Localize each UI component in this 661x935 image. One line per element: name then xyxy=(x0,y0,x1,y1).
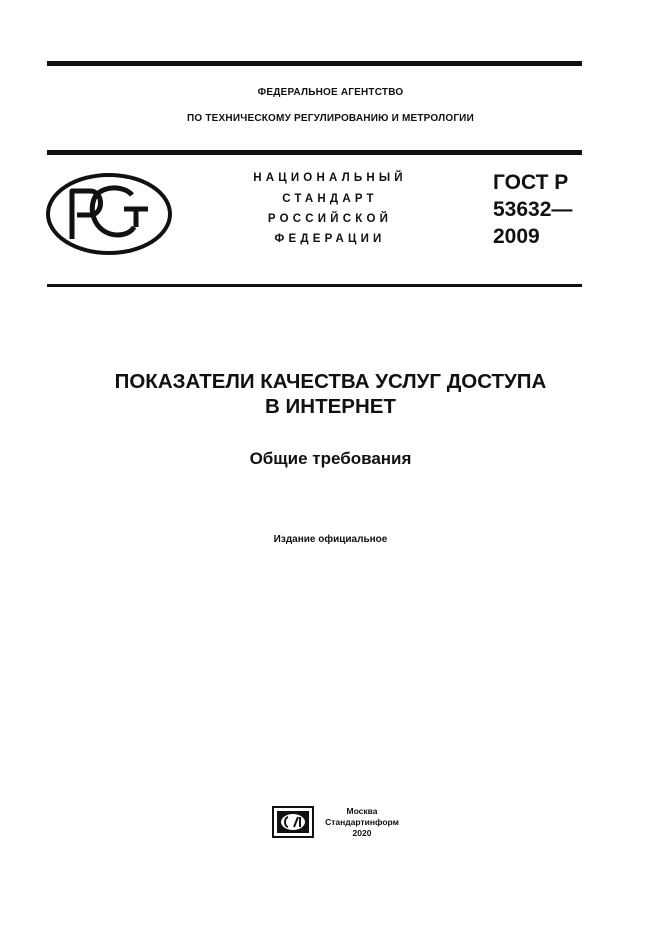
designation-line-1: ГОСТ Р xyxy=(493,171,569,194)
rst-certification-mark-icon xyxy=(44,171,174,257)
publisher-year: 2020 xyxy=(352,828,372,838)
standard-type-line-4: ФЕДЕРАЦИИ xyxy=(274,233,386,245)
agency-line-1: ФЕДЕРАЛЬНОЕ АГЕНТСТВО xyxy=(257,87,404,98)
edition-note: Издание официальное xyxy=(273,534,388,545)
standard-type-line-1: НАЦИОНАЛЬНЫЙ xyxy=(253,172,407,184)
top-rule xyxy=(47,61,582,66)
document-subtitle: Общие требования xyxy=(249,449,412,468)
standartinform-logo-icon xyxy=(272,806,314,838)
agency-line-2: ПО ТЕХНИЧЕСКОМУ РЕГУЛИРОВАНИЮ И МЕТРОЛОГИИ xyxy=(187,113,474,124)
header-rule xyxy=(47,150,582,155)
standard-type-line-2: СТАНДАРТ xyxy=(282,193,378,205)
header-bottom-rule xyxy=(47,284,582,287)
designation-line-3: 2009 xyxy=(493,225,540,248)
publisher-city: Москва xyxy=(346,806,378,816)
designation-line-2: 53632— xyxy=(493,198,573,221)
publisher-name: Стандартинформ xyxy=(325,817,399,827)
standard-type-line-3: РОССИЙСКОЙ xyxy=(267,213,393,225)
document-title-line-2: В ИНТЕРНЕТ xyxy=(265,395,396,418)
document-title-line-1: ПОКАЗАТЕЛИ КАЧЕСТВА УСЛУГ ДОСТУПА xyxy=(114,370,547,393)
